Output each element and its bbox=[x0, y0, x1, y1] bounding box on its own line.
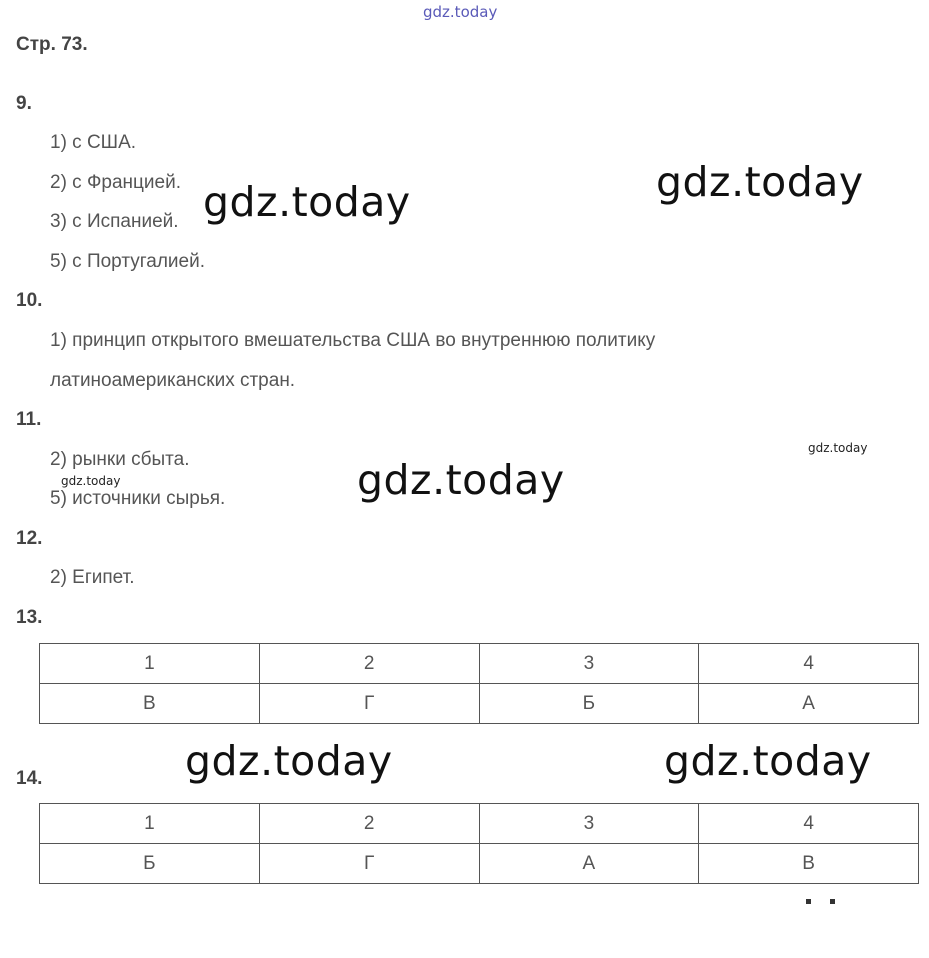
table-cell: Б bbox=[40, 844, 260, 884]
table-cell: А bbox=[479, 844, 699, 884]
watermark-big: gdz.today bbox=[664, 737, 872, 785]
question-12-answer-1: 2) Египет. bbox=[50, 567, 135, 588]
question-13-number: 13. bbox=[16, 607, 43, 628]
table-cell: 2 bbox=[259, 804, 479, 844]
question-9-number: 9. bbox=[16, 93, 32, 114]
question-9-answer-1: 1) с США. bbox=[50, 132, 137, 153]
table-row bbox=[40, 684, 919, 724]
watermark-small: gdz.today bbox=[61, 474, 121, 488]
page-title: Стр. 73. bbox=[16, 34, 88, 55]
question-10-answer-line-2: латиноамериканских стран. bbox=[50, 370, 296, 391]
table-cell: 1 bbox=[40, 644, 260, 684]
table-cell: Г bbox=[259, 684, 479, 724]
question-14-table bbox=[39, 803, 919, 884]
decorative-dot bbox=[806, 899, 811, 904]
question-11-answer-2: 5) источники сырья. bbox=[50, 488, 226, 509]
table-cell: В bbox=[699, 844, 919, 884]
question-11-number: 11. bbox=[16, 409, 42, 430]
watermark-small: gdz.today bbox=[808, 441, 868, 455]
question-11-answer-1: 2) рынки сбыта. bbox=[50, 449, 190, 470]
table-cell: 3 bbox=[479, 804, 699, 844]
table-cell: 4 bbox=[699, 644, 919, 684]
question-12-number: 12. bbox=[16, 528, 43, 549]
table-header-row bbox=[40, 644, 919, 684]
watermark-big: gdz.today bbox=[185, 737, 393, 785]
question-13-table bbox=[39, 643, 919, 724]
watermark-big: gdz.today bbox=[656, 158, 864, 206]
question-9-answer-2: 2) с Францией. bbox=[50, 172, 181, 193]
question-14-number: 14. bbox=[16, 768, 43, 789]
watermark-big: gdz.today bbox=[357, 456, 565, 504]
table-header-row bbox=[40, 804, 919, 844]
table-row bbox=[40, 844, 919, 884]
table-cell: 3 bbox=[479, 644, 699, 684]
table-cell: Г bbox=[259, 844, 479, 884]
decorative-dot bbox=[830, 899, 835, 904]
question-10-number: 10. bbox=[16, 290, 43, 311]
question-9-answer-3: 3) с Испанией. bbox=[50, 211, 179, 232]
table-cell: В bbox=[40, 684, 260, 724]
question-10-answer-line-1: 1) принцип открытого вмешательства США во внутреннюю политику bbox=[50, 330, 656, 351]
table-cell: 4 bbox=[699, 804, 919, 844]
question-9-answer-4: 5) с Португалией. bbox=[50, 251, 205, 272]
watermark-big: gdz.today bbox=[203, 178, 411, 226]
table-cell: А bbox=[699, 684, 919, 724]
table-cell: 1 bbox=[40, 804, 260, 844]
watermark-top: gdz.today bbox=[423, 3, 498, 21]
table-cell: Б bbox=[479, 684, 699, 724]
table-cell: 2 bbox=[259, 644, 479, 684]
